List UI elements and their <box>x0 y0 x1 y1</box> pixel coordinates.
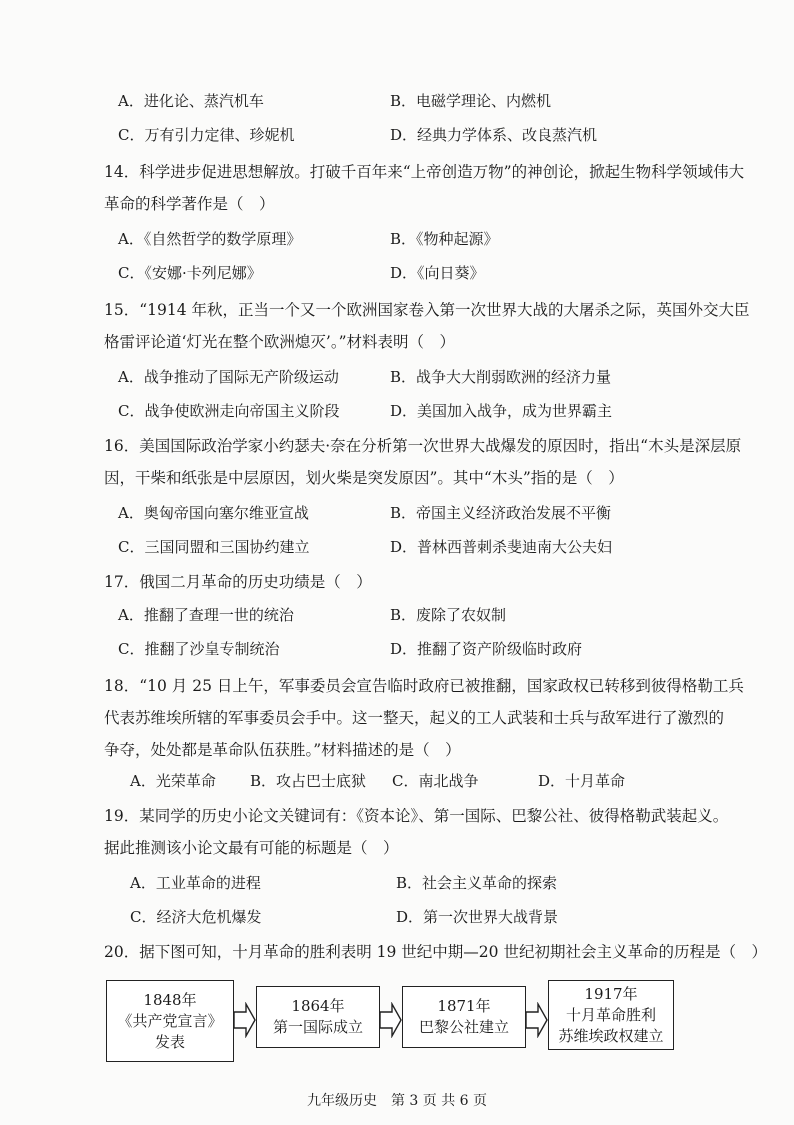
q17-option-c: C．推翻了沙皇专制统治 <box>118 640 280 658</box>
q14-option-a: A．《自然哲学的数学原理》 <box>118 230 302 248</box>
q18-option-a: A．光荣革命 <box>130 772 216 790</box>
q14-stem-line1: 14．科学进步促进思想解放。打破千百年来“上帝创造万物”的神创论，掀起生物科学领域伟大 <box>104 163 745 181</box>
q19-option-c: C．经济大危机爆发 <box>130 908 262 926</box>
timeline-box-1917-line3: 苏维埃政权建立 <box>558 1026 664 1045</box>
q17-stem-line1: 17．俄国二月革命的历史功绩是（ ） <box>104 573 372 591</box>
q18-option-c: C．南北战争 <box>392 772 479 790</box>
q20-stem-line1: 20．据下图可知，十月革命的胜利表明 19 世纪中期—20 世纪初期社会主义革命的历程是（ ） <box>104 943 767 961</box>
arrow-icon <box>234 1002 256 1038</box>
arrow-icon <box>526 1002 548 1038</box>
q19-stem-line2: 据此推测该小论文最有可能的标题是（ ） <box>104 839 399 857</box>
q13-option-b: B．电磁学理论、内燃机 <box>390 92 552 110</box>
timeline-box-1917 <box>548 980 674 1050</box>
q16-option-b: B．帝国主义经济政治发展不平衡 <box>390 504 612 522</box>
page-footer: 九年级历史 第 3 页 共 6 页 <box>306 1093 488 1109</box>
timeline-box-1848-line3: 发表 <box>154 1032 185 1051</box>
q15-option-c: C．战争使欧洲走向帝国主义阶段 <box>118 402 340 420</box>
q17-option-d: D．推翻了资产阶级临时政府 <box>390 640 583 658</box>
timeline-box-1871-line1: 1871年 <box>437 997 491 1015</box>
q18-stem-line1: 18．“10 月 25 日上午，军事委员会宣告临时政府已被推翻，国家政权已转移到彼得格勒工兵 <box>104 677 744 695</box>
q15-stem-line2: 格雷评论道‘灯光在整个欧洲熄灭’。”材料表明（ ） <box>104 333 456 351</box>
timeline-box-1864-line1: 1864年 <box>291 997 345 1015</box>
q19-stem-line1: 19．某同学的历史小论文关键词有：《资本论》、第一国际、巴黎公社、彼得格勒武装起义。 <box>104 807 729 825</box>
timeline-box-1848-line2: 《共产党宣言》 <box>117 1011 223 1030</box>
q13-option-c: C．万有引力定律、珍妮机 <box>118 126 295 144</box>
q19-option-b: B．社会主义革命的探索 <box>396 874 558 892</box>
q14-option-b: B．《物种起源》 <box>390 230 499 248</box>
arrow-icon <box>380 1002 402 1038</box>
q15-stem-line1: 15．“1914 年秋，正当一个又一个欧洲国家卷入第一次世界大战的大屠杀之际，英国外交大臣 <box>104 301 750 319</box>
q15-option-d: D．美国加入战争，成为世界霸主 <box>390 402 613 420</box>
q17-option-b: B．废除了农奴制 <box>390 606 507 624</box>
timeline-box-1871 <box>402 986 526 1048</box>
q18-option-d: D．十月革命 <box>538 772 626 790</box>
q17-option-a: A．推翻了查理一世的统治 <box>118 606 294 624</box>
q16-option-a: A．奥匈帝国向塞尔维亚宣战 <box>118 504 309 522</box>
timeline-box-1917-line1: 1917年 <box>584 984 638 1003</box>
q18-option-b: B．攻占巴士底狱 <box>250 772 367 790</box>
q16-stem-line1: 16．美国国际政治学家小约瑟夫·奈在分析第一次世界大战爆发的原因时，指出“木头是深层原 <box>104 437 742 455</box>
q15-option-b: B．战争大大削弱欧洲的经济力量 <box>390 368 612 386</box>
q13-option-d: D．经典力学体系、改良蒸汽机 <box>390 126 598 144</box>
q14-stem-line2: 革命的科学著作是（ ） <box>104 195 275 213</box>
q19-option-d: D．第一次世界大战背景 <box>396 908 559 926</box>
q16-option-d: D．普林西普刺杀斐迪南大公夫妇 <box>390 538 613 556</box>
q13-option-a: A．进化论、蒸汽机车 <box>118 92 264 110</box>
q14-option-c: C．《安娜·卡列尼娜》 <box>118 264 262 282</box>
timeline-box-1917-line2: 十月革命胜利 <box>565 1005 656 1024</box>
q14-option-d: D．《向日葵》 <box>390 264 485 282</box>
q15-option-a: A．战争推动了国际无产阶级运动 <box>118 368 339 386</box>
timeline-box-1864 <box>256 986 380 1048</box>
q19-option-a: A．工业革命的进程 <box>130 874 261 892</box>
timeline-box-1848-line1: 1848年 <box>143 990 197 1009</box>
q18-stem-line2: 代表苏维埃所辖的军事委员会手中。这一整天，起义的工人武装和士兵与敌军进行了激烈的 <box>104 709 725 727</box>
q18-stem-line3: 争夺，处处都是革命队伍获胜。”材料描述的是（ ） <box>104 741 461 759</box>
timeline-box-1864-line2: 第一国际成立 <box>272 1018 363 1036</box>
q16-option-c: C．三国同盟和三国协约建立 <box>118 538 310 556</box>
timeline-box-1871-line2: 巴黎公社建立 <box>418 1018 509 1036</box>
timeline-box-1848 <box>106 980 234 1062</box>
timeline-diagram <box>106 976 686 1066</box>
q16-stem-line2: 因，干柴和纸张是中层原因，划火柴是突发原因”。其中“木头”指的是（ ） <box>104 469 624 487</box>
